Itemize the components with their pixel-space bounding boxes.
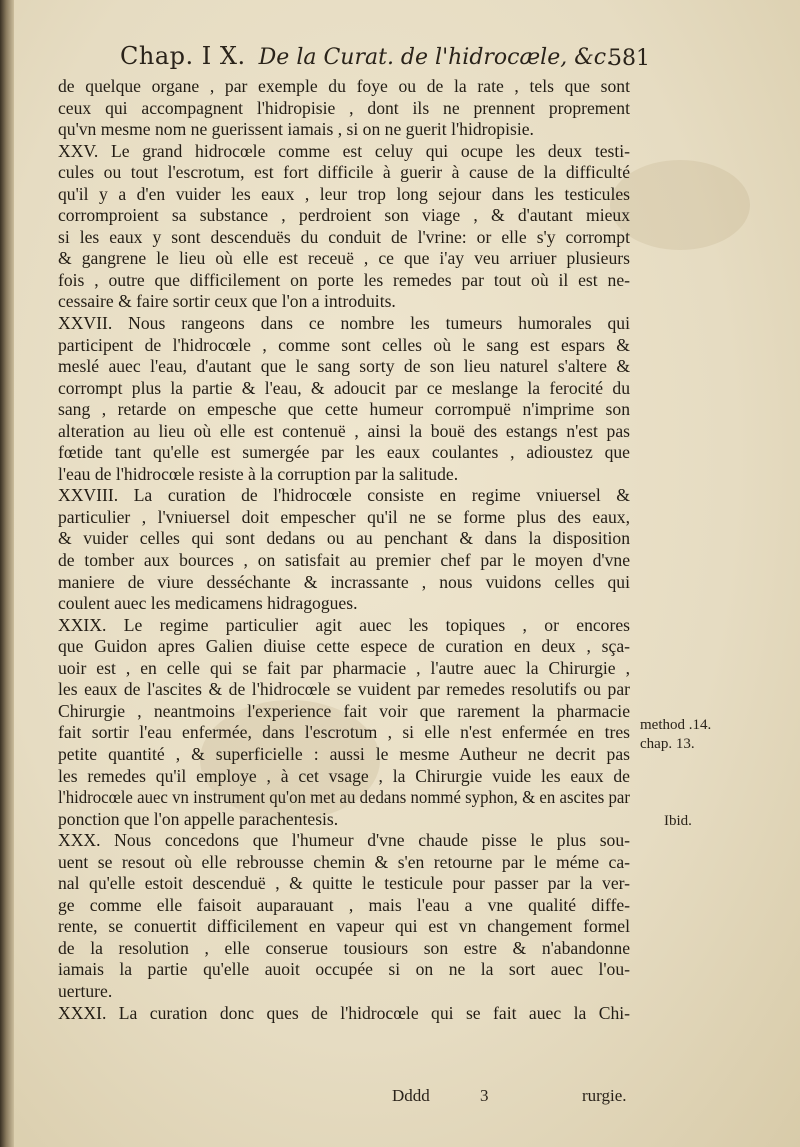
text-line: fœtide tant qu'elle est sumergée par les eaux coulantes , adioustez que <box>58 442 630 463</box>
text-line: uerture. <box>58 980 113 1001</box>
chapter-label: Chap. I X. <box>120 42 246 70</box>
text-line: maniere de viure desséchante & incrassante , nous vuidons celles qui <box>58 571 630 592</box>
text-line: que Guidon apres Galien diuise cette espece de curation en deux , sça- <box>58 636 630 657</box>
text-line: coulent auec les medicamens hidragogues. <box>58 593 358 614</box>
paper-stain <box>610 160 750 250</box>
text-line: XXV. Le grand hidrocœle comme est celuy qui ocupe les deux testi- <box>58 140 630 161</box>
margin-note-ibid: Ibid. <box>664 813 692 829</box>
body-text <box>58 76 630 1024</box>
text-line: de tomber aux bources , on satisfait au premier chef par le moyen d'vne <box>58 550 630 571</box>
book-spine-shadow <box>0 0 14 1147</box>
text-line: qu'il y a d'en vuider les eaux , leur trop long sejour dans les testicules <box>58 183 630 204</box>
text-line: de quelque organe , par exemple du foye ou de la rate , tels que sont <box>58 76 630 96</box>
running-header <box>120 42 650 76</box>
text-line: fois , outre que difficilement on porte les remedes par tout où il est ne- <box>58 269 630 290</box>
text-line: cessaire & faire sortir ceux que l'on a introduits. <box>58 291 396 312</box>
text-line: & gangrene le lieu où elle est receuë , ce que i'ay veu arriuer plusieurs <box>58 248 630 269</box>
text-line: ge comme elle faisoit auparauant , mais l'eau a vne qualité diffe- <box>58 894 630 915</box>
text-line: corromproient sa substance , perdroient son viage , & d'autant mieux <box>58 205 630 226</box>
text-line: rente, se conuertit difficilement en vapeur qui est vn changement formel <box>58 916 630 937</box>
text-line: particulier , l'vniuersel doit empescher qu'il ne se forme plus des eaux, <box>58 506 630 527</box>
text-line: alteration au lieu où elle est contenuë , ainsi la bouë des estangs n'est pas <box>58 420 630 441</box>
text-line: & vuider celles qui sont dedans ou au penchant & dans la disposition <box>58 528 630 549</box>
text-line: petite quantité , & superficielle : aussi le mesme Autheur ne decrit pas <box>58 743 630 764</box>
catchword: rurgie. <box>582 1086 627 1105</box>
text-line: participent de l'hidrocœle , comme sont celles où le sang est espars & <box>58 334 630 355</box>
signature-number: 3 <box>480 1086 489 1105</box>
text-line: de la resolution , elle conserue tousiours son estre & n'abandonne <box>58 937 630 958</box>
text-line: XXIX. Le regime particulier agit auec les topiques , or encores <box>58 614 630 635</box>
text-line: XXVIII. La curation de l'hidrocœle consiste en regime vniuersel & <box>58 485 630 506</box>
text-line: qu'vn mesme nom ne guerissent iamais , si on ne guerit l'hidropisie. <box>58 119 534 140</box>
signature-mark: Dddd <box>392 1086 430 1105</box>
page-footer <box>392 1086 652 1108</box>
text-line: XXX. Nous concedons que l'humeur d'vne chaude pisse le plus sou- <box>58 830 630 851</box>
text-line: l'eau de l'hidrocœle resiste à la corruption par la salitude. <box>58 463 459 484</box>
text-line: nal qu'elle estoit descenduë , & quitte le testicule pour passer par la ver- <box>58 873 630 894</box>
text-line: XXVII. Nous rangeons dans ce nombre les tumeurs humorales qui <box>58 313 630 334</box>
text-line: uent se resout où elle rebrousse chemin & s'en retourne par le méme ca- <box>58 851 630 872</box>
text-line: ponction que l'on appelle parachentesis. <box>58 808 339 829</box>
margin-note-method <box>640 716 711 754</box>
text-line: XXXI. La curation donc ques de l'hidrocœle qui se fait auec la Chi- <box>58 1002 630 1023</box>
text-line: les eaux de l'ascites & de l'hidrocœle se vuident par remedes resolutifs ou par <box>58 679 630 700</box>
text-line: iamais la partie qu'elle auoit occupée si on ne la sort auec l'ou- <box>58 959 630 980</box>
text-line: l'hidrocœle auec vn instrument qu'on met au dedans nommé syphon, & en ascites par <box>58 787 630 808</box>
margin-note-line: chap. 13. <box>640 736 695 752</box>
text-line: sang , retarde on empesche que cette humeur corrompuë n'imprime son <box>58 399 630 420</box>
page-number: 581 <box>608 46 650 71</box>
text-line: uoir est , en celle qui se fait par pharmacie , l'autre auec la Chirurgie , <box>58 657 630 678</box>
text-line: corrompt plus la partie & l'eau, & adoucit par ce meslange la ferocité du <box>58 377 630 398</box>
text-line: fait sortir l'eau enfermée, dans l'escrotum , si elle n'est enfermée en tres <box>58 722 630 743</box>
text-line: si les eaux y sont descenduës du conduit de l'vrine: or elle s'y corrompt <box>58 226 630 247</box>
margin-note-line: method .14. <box>640 717 712 733</box>
text-line: meslé auec l'eau, d'autant que le sang sorty de son lieu naturel s'altere & <box>58 356 630 377</box>
text-line: les remedes qu'il employe , à cet vsage , la Chirurgie vuide les eaux de <box>58 765 630 786</box>
running-title: De la Curat. de l'hidrocæle, &c. <box>258 45 614 70</box>
text-line: cules ou tout l'escrotum, est fort difficile à guerir à cause de la difficulté <box>58 162 630 183</box>
text-line: Chirurgie , neantmoins l'experience fait voir que rarement la pharmacie <box>58 700 630 721</box>
text-line: ceux qui accompagnent l'hidropisie , dont ils ne prennent proprement <box>58 97 630 118</box>
